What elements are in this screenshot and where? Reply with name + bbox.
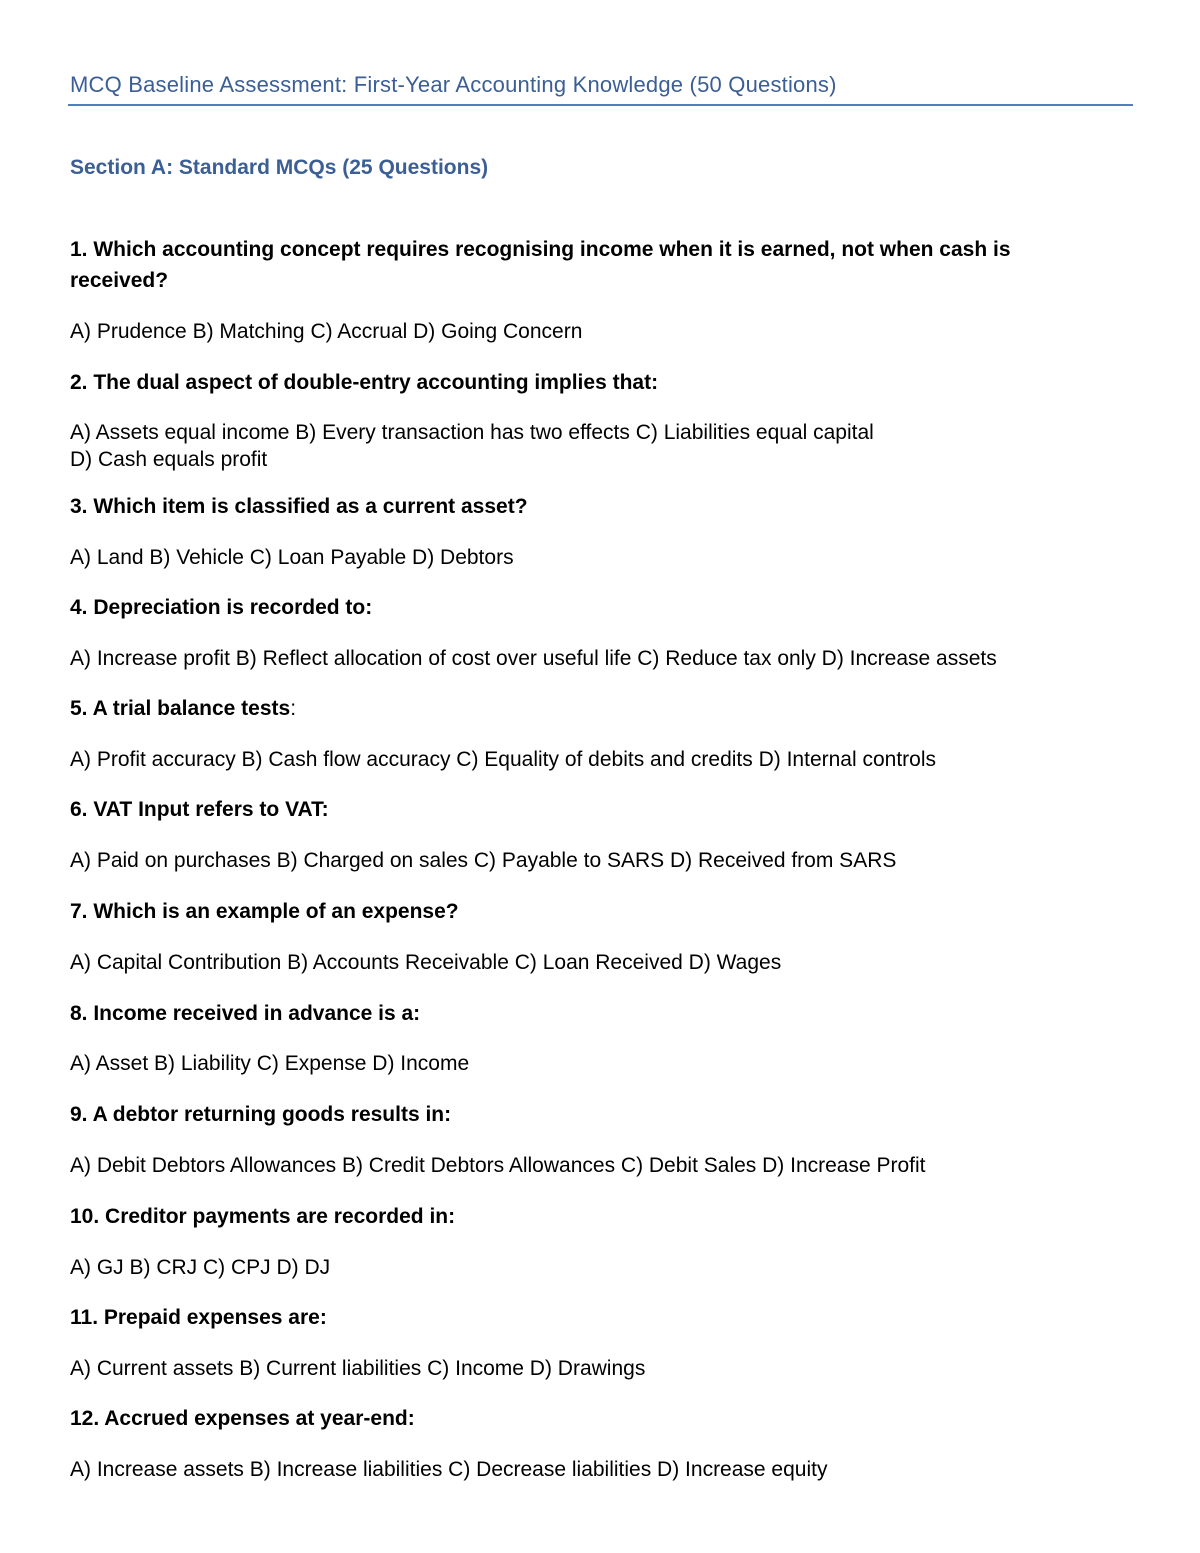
question-8-options: A) Asset B) Liability C) Expense D) Income [70, 1052, 470, 1075]
question-5-line-1: 5. A trial balance tests [70, 697, 291, 720]
question-10-text: 10. Creditor payments are recorded in: [70, 1205, 456, 1228]
question-2-options-line-2: D) Cash equals profit [70, 448, 268, 471]
question-6-options: A) Paid on purchases B) Charged on sales C) Payable to SARS D) Received from SARS [70, 849, 897, 872]
title-underline-rule [68, 104, 1133, 106]
question-8-text: 8. Income received in advance is a: [70, 1002, 421, 1025]
question-12-text: 12. Accrued expenses at year-end: [70, 1407, 415, 1430]
question-2-options-line-1: A) Assets equal income B) Every transaction has two effects C) Liabilities equal capital [70, 421, 874, 444]
question-1-line-2: received? [70, 269, 169, 292]
question-3-options: A) Land B) Vehicle C) Loan Payable D) Debtors [70, 546, 514, 569]
question-7-options: A) Capital Contribution B) Accounts Receivable C) Loan Received D) Wages [70, 951, 782, 974]
question-5-text [70, 693, 1135, 724]
question-9-text: 9. A debtor returning goods results in: [70, 1103, 452, 1126]
question-4-options: A) Increase profit B) Reflect allocation of cost over useful life C) Reduce tax only D) Increase assets [70, 647, 997, 670]
question-1-options: A) Prudence B) Matching C) Accrual D) Going Concern [70, 320, 583, 343]
question-11-options: A) Current assets B) Current liabilities C) Income D) Drawings [70, 1357, 646, 1380]
question-9-options: A) Debit Debtors Allowances B) Credit Debtors Allowances C) Debit Sales D) Increase Profit [70, 1154, 926, 1177]
question-4-text: 4. Depreciation is recorded to: [70, 596, 373, 619]
question-2-options [70, 419, 1135, 473]
question-7-text: 7. Which is an example of an expense? [70, 900, 459, 923]
question-1-line-1: 1. Which accounting concept requires recognising income when it is earned, not when cash is [70, 238, 1011, 261]
question-3-text: 3. Which item is classified as a current asset? [70, 495, 528, 518]
question-10-options: A) GJ B) CRJ C) CPJ D) DJ [70, 1256, 331, 1279]
document-title: MCQ Baseline Assessment: First-Year Accounting Knowledge (50 Questions) [70, 72, 837, 97]
section-heading: Section A: Standard MCQs (25 Questions) [70, 156, 489, 179]
question-5-options: A) Profit accuracy B) Cash flow accuracy C) Equality of debits and credits D) Internal controls [70, 748, 937, 771]
question-1-text [70, 234, 1135, 296]
question-5-tail: : [290, 697, 297, 720]
question-6-text: 6. VAT Input refers to VAT: [70, 798, 329, 821]
question-2-text: 2. The dual aspect of double-entry accounting implies that: [70, 371, 659, 394]
question-11-text: 11. Prepaid expenses are: [70, 1306, 327, 1329]
question-12-options: A) Increase assets B) Increase liabilities C) Decrease liabilities D) Increase equity [70, 1458, 828, 1481]
